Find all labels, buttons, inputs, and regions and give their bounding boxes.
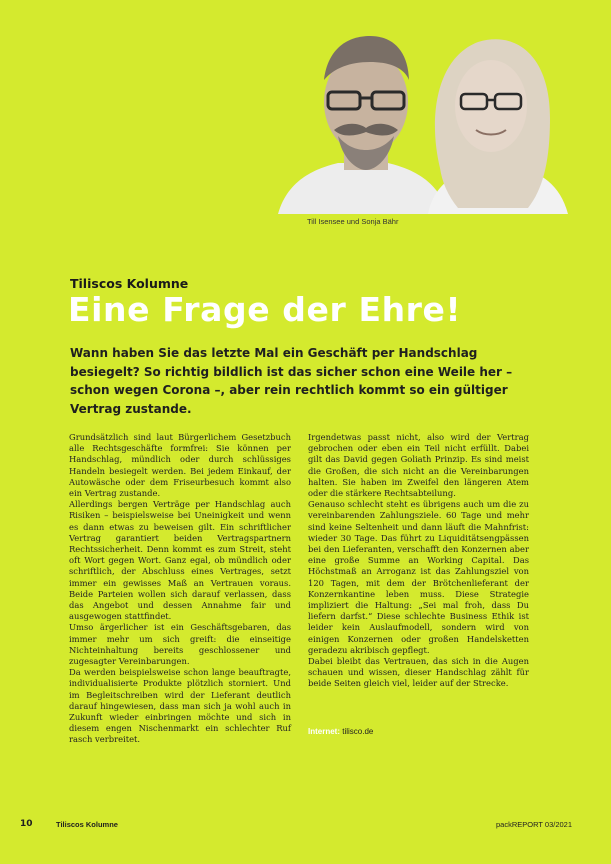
internet-label: Internet: (308, 727, 340, 736)
woman-portrait (428, 39, 568, 214)
article-title: Eine Frage der Ehre! (68, 290, 462, 329)
photo-caption: Till Isensee und Sonja Bähr (307, 217, 399, 226)
footer-section-title: Tiliscos Kolumne (56, 820, 118, 829)
body-column-right (308, 432, 529, 690)
column-kicker: Tiliscos Kolumne (70, 276, 189, 291)
internet-reference (308, 727, 373, 736)
internet-link[interactable]: tilisco.de (342, 727, 374, 736)
article-lead: Wann haben Sie das letzte Mal ein Geschäft per Handschlag besiegelt? So richtig bildlich ist das sicher schon eine Weile her – schon wegen Corona –, aber rein rechtlich kommt so ein gültiger Vertrag zustande. (70, 346, 513, 416)
body-paragraph: Da werden beispielsweise schon lange beauftragte, individualisierte Produkte plötzlich storniert. Und im Begleitschreiben wird der Lieferant deutlich darauf hingewiesen, dass man sich ja wohl auch in Zukunft wieder einbringen möchte und sich in diesem engen Nischenmarkt ein schlechter Ruf rasch verbreitet. (69, 667, 291, 745)
body-paragraph: Genauso schlecht steht es übrigens auch um die zu vereinbarenden Zahlungsziele. 60 Tage und mehr sind keine Seltenheit und dann läuft die Mahnfrist: wieder 30 Tage. Das führt zu Liquiditätsengpässen bei den Lieferanten, verschafft den Konzernen aber eine große Summe an Working Capital. Das Höchstmaß an Arroganz ist das Zahlungsziel von 120 Tagen, mit dem der Brötchenlieferant der Konzernkantine leben muss. Diese Strategie impliziert die Haltung: „Sei mal froh, dass Du liefern darfst.“ Diese schlechte Business Ethik ist leider kein Auslaufmodell, sondern wird von einigen Konzernen oder großen Handelsketten geradezu akribisch gepflegt. (308, 499, 529, 655)
page-number: 10 (20, 819, 33, 829)
man-portrait (278, 36, 448, 214)
body-paragraph: Grundsätzlich sind laut Bürgerlichem Gesetzbuch alle Rechtsgeschäfte formfrei: Sie können per Handschlag, mündlich oder durch schlüssiges Handeln besiegelt werden. Bei jedem Einkauf, der Autowäsche oder dem Friseurbesuch kommt also ein Vertrag zustande. (69, 432, 291, 499)
body-column-left (69, 432, 291, 746)
body-paragraph: Irgendetwas passt nicht, also wird der Vertrag gebrochen oder eben ein Teil nicht erfüllt. Dabei gilt das David gegen Goliath Prinzip. Es sind meist die Großen, die sich nicht an die Vereinbarungen halten. Sie haben im Zweifel den längeren Atem oder die stärkere Rechtsabteilung. (308, 432, 529, 499)
portrait-photo (278, 18, 568, 214)
body-paragraph: Umso ärgerlicher ist ein Geschäftsgebaren, das immer mehr um sich greift: die einseitige Nichteinhaltung bereits geschlossener und zugesagter Vereinbarungen. (69, 622, 291, 667)
body-paragraph: Dabei bleibt das Vertrauen, das sich in die Augen schauen und wissen, dieser Handschlag zählt für beide Seiten gleich viel, leider auf der Strecke. (308, 656, 529, 689)
body-paragraph: Allerdings bergen Verträge per Handschlag auch Risiken – beispielsweise bei Uneinigkeit und wenn es dann etwas zu beweisen gilt. Ein schriftlicher Vertrag garantiert beiden Vertragspartnern Rechtssicherheit. Denn kommt es zum Streit, steht oft Wort gegen Wort. Ganz egal, ob mündlich oder schriftlich, der Abschluss eines Vertrages, setzt immer ein gewisses Maß an Vertrauen voraus. Beide Parteien wollen sich darauf verlassen, dass das Angebot und dessen Annahme fair und ausgewogen stattfindet. (69, 499, 291, 622)
footer-issue: packREPORT 03/2021 (496, 820, 573, 829)
